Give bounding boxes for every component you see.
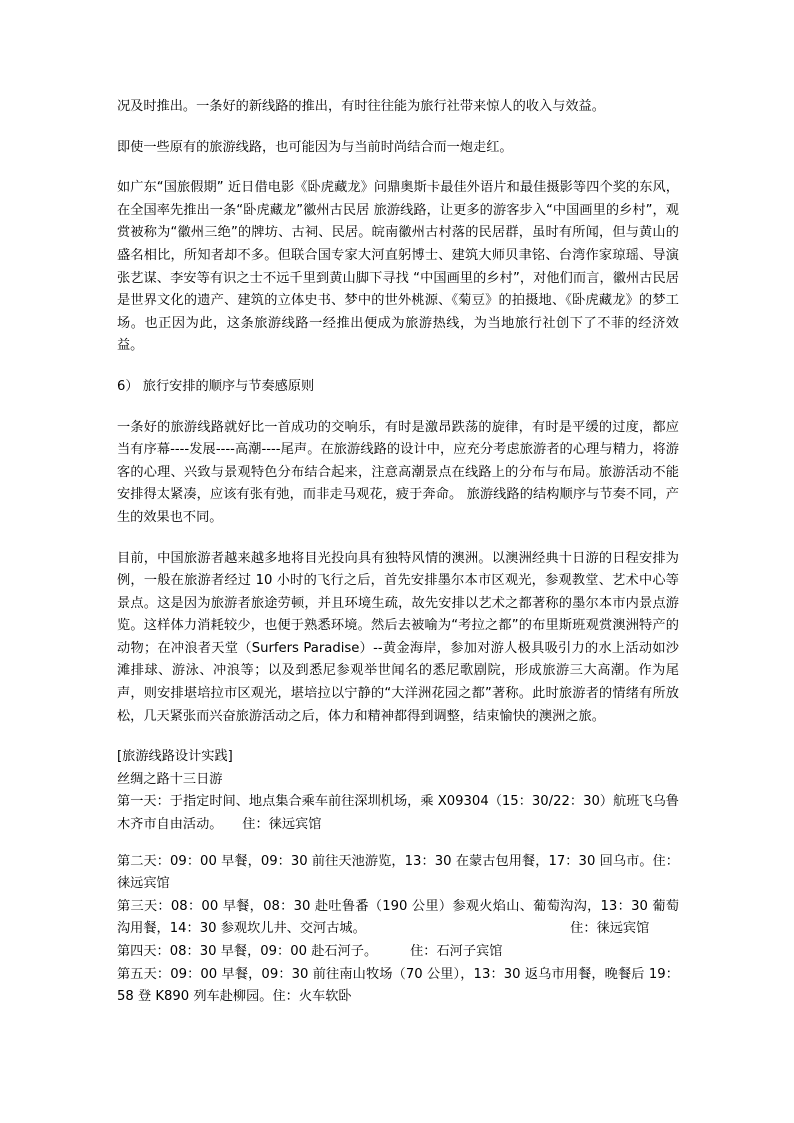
itinerary-title: 丝绸之路十三日游: [117, 771, 223, 787]
paragraph-australia-example: 目前，中国旅游者越来越多地将目光投向具有独特风情的澳洲。以澳洲经典十日游的日程安排为例，一般在旅游者经过 10 小时的飞行之后，首先安排墨尔本市区观光，参观教堂、艺术中心等景点。这是因为旅游者旅途劳顿，并且环境生疏，故先安排以艺术之都著称的墨尔本市内景点游览。这样体力消耗较少，也便于熟悉环境。然后去被喻为“考拉之都”的布里斯班观赏澳洲特产的动物；在冲浪者天堂（Surfers Paradise）--黄金海岸，参加对游人极具吸引力的水上活动如沙滩排球、游泳、冲浪等；以及到悉尼参观举世闻名的悉尼歌剧院，形成旅游三大高潮。作为尾声，则安排堪培拉市区观光，堪培拉以宁静的“大洋洲花园之都”著称。此时旅游者的情绪有所放松，几天紧张而兴奋旅游活动之后，体力和精神都得到调整，结束愉快的澳洲之旅。: [117, 550, 679, 724]
practice-heading: [旅游线路设计实践]: [117, 749, 233, 765]
document-body: [117, 96, 679, 1009]
paragraph-intro-end: 况及时推出。一条好的新线路的推出，有时往往能为旅行社带来惊人的收入与效益。: [117, 99, 605, 114]
itinerary-day-3: 第三天：08：00 早餐，08：30 赴吐鲁番（190 公里）参观火焰山、葡萄沟沟，13：30 葡萄沟用餐，14：30 参观坎儿井、交河古城。 住：徕远宾馆: [117, 898, 679, 937]
itinerary-day-5: 第五天：09：00 早餐，09：30 前往南山牧场（70 公里），13：30 返乌市用餐，晚餐后 19：58 登 K890 列车赴柳园。住：火车软卧: [117, 966, 679, 1005]
itinerary-day-4: 第四天：08：30 早餐，09：00 赴石河子。 住：石河子宾馆: [117, 944, 503, 959]
itinerary-day-1: 第一天：于指定时间、地点集合乘车前往深圳机场，乘 X09304（15：30/22：30）航班飞乌鲁木齐市自由活动。 住：徕远宾馆: [117, 794, 679, 833]
itinerary-day-2: 第二天：09：00 早餐，09：30 前往天池游览，13：30 在蒙古包用餐，17：30 回乌市。住：徕远宾馆: [117, 853, 679, 892]
paragraph-existing-routes: 即使一些原有的旅游线路，也可能因为与当前时尚结合而一炮走红。: [117, 139, 513, 155]
paragraph-symphony: 一条好的旅游线路就好比一首成功的交响乐，有时是激昂跌荡的旋律，有时是平缓的过度，都应当有序幕----发展----高潮----尾声。在旅游线路的设计中，应充分考虑旅游者的心理与精力，将游客的心理、兴致与景观特色分布结合起来，注意高潮景点在线路上的分布与布局。旅游活动不能安排得太紧凑，应该有张有弛，而非走马观花，疲于奔命。 旅游线路的结构顺序与节奏不同，产生的效果也不同。: [117, 419, 679, 525]
section-heading-rhythm: 6） 旅行安排的顺序与节奏感原则: [117, 378, 315, 394]
paragraph-guangdong-example: 如广东“国旅假期” 近日借电影《卧虎藏龙》问鼎奥斯卡最佳外语片和最佳摄影等四个奖的东风，在全国率先推出一条“卧虎藏龙”徽州古民居 旅游线路，让更多的游客步入“中国画里的乡村”，观赏被称为“徽州三绝”的牌坊、古祠、民居。皖南徽州古村落的民居群，虽时有所闻，但与黄山的盛名相比，所知者却不多。但联合国专家大河直躬博士、建筑大师贝聿铭、台湾作家琼瑶、导演张艺谋、李安等有识之士不远千里到黄山脚下寻找 “中国画里的乡村”，对他们而言，徽州古民居是世界文化的遗产、建筑的立体史书、梦中的世外桃源、《菊豆》的拍摄地、《卧虎藏龙》的梦工场。也正因为此，这条旅游线路一经推出便成为旅游热线，为当地旅行社创下了不菲的经济效益。: [117, 180, 679, 354]
